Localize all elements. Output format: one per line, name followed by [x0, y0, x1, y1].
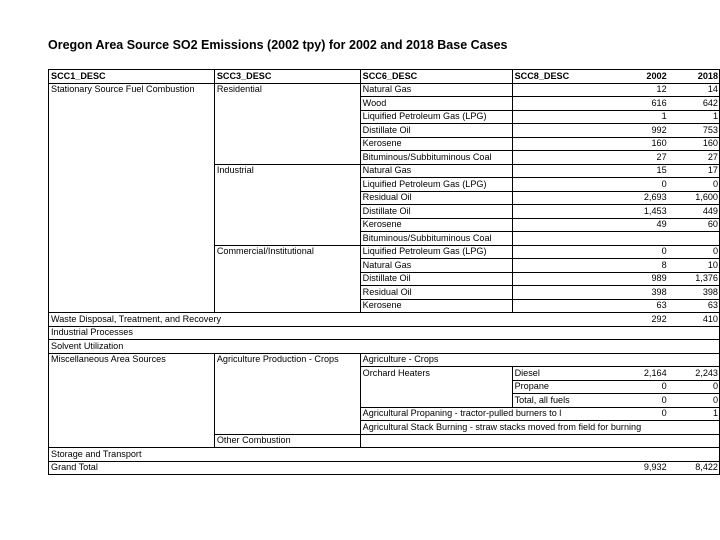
table-row: [49, 313, 720, 327]
scc6-cell: Residual Oil: [360, 191, 512, 205]
scc3-cell: Agriculture Production - Crops: [214, 353, 360, 367]
scc1-cell: Storage and Transport: [49, 448, 720, 462]
scc6-cell: Distillate Oil: [360, 124, 512, 138]
table-row: [49, 97, 720, 111]
value-2002: 1: [602, 110, 668, 124]
scc3-cell: Residential: [214, 83, 360, 97]
scc6-cell: Residual Oil: [360, 286, 512, 300]
value-2018: 1: [668, 407, 720, 421]
value-2002: 63: [602, 299, 668, 313]
value-2002: 616: [602, 97, 668, 111]
table-row: [49, 340, 720, 354]
scc3-cell: Industrial: [214, 164, 360, 178]
table-row: [49, 137, 720, 151]
emissions-table: [48, 69, 720, 475]
value-2002: 12: [602, 83, 668, 97]
scc6-cell: Kerosene: [360, 218, 512, 232]
table-row: [49, 299, 720, 313]
scc1-cell: Miscellaneous Area Sources: [49, 353, 215, 367]
scc6-cell: Liquified Petroleum Gas (LPG): [360, 245, 512, 259]
table-row: [49, 394, 720, 408]
table-row: [49, 124, 720, 138]
value-2018: 2,243: [668, 367, 720, 381]
value-2018: 1,600: [668, 191, 720, 205]
header-scc3: SCC3_DESC: [214, 70, 360, 84]
header-row: [49, 70, 720, 84]
header-scc8: SCC8_DESC: [512, 70, 602, 84]
value-2002: 0: [602, 178, 668, 192]
scc6-cell: Liquified Petroleum Gas (LPG): [360, 110, 512, 124]
value-2018: 1,376: [668, 272, 720, 286]
value-2018: 0: [668, 380, 720, 394]
value-2002: 8: [602, 259, 668, 273]
scc6-cell: Agricultural Propaning - tractor-pulled burners to l: [360, 407, 602, 421]
value-2002: 0: [602, 245, 668, 259]
scc6-cell: Liquified Petroleum Gas (LPG): [360, 178, 512, 192]
table-row: [49, 83, 720, 97]
scc6-cell: Agriculture - Crops: [360, 353, 667, 367]
value-2018: 398: [668, 286, 720, 300]
table-row: [49, 205, 720, 219]
header-scc6: SCC6_DESC: [360, 70, 512, 84]
grand-total-2002: 9,932: [602, 461, 668, 475]
header-scc1: SCC1_DESC: [49, 70, 215, 84]
scc3-cell: Other Combustion: [214, 434, 360, 448]
scc8-cell: [512, 83, 602, 97]
scc8-cell: Diesel: [512, 367, 602, 381]
value-2018: 410: [668, 313, 720, 327]
table-row: [49, 110, 720, 124]
table-row: [49, 434, 720, 448]
header-2018: 2018: [668, 70, 720, 84]
value-2018: 14: [668, 83, 720, 97]
value-2002: 15: [602, 164, 668, 178]
scc6-cell: Kerosene: [360, 137, 512, 151]
scc6-cell: Distillate Oil: [360, 272, 512, 286]
value-2002: 0: [602, 394, 668, 408]
value-2018: 753: [668, 124, 720, 138]
scc6-cell: Natural Gas: [360, 83, 512, 97]
value-2002: 292: [602, 313, 668, 327]
value-2018: 10: [668, 259, 720, 273]
grand-total-row: [49, 461, 720, 475]
page-title: Oregon Area Source SO2 Emissions (2002 tpy) for 2002 and 2018 Base Cases: [48, 38, 508, 52]
scc8-cell: Propane: [512, 380, 602, 394]
value-2002: 398: [602, 286, 668, 300]
table-row: [49, 353, 720, 367]
table-row: [49, 380, 720, 394]
value-2018: 0: [668, 178, 720, 192]
table-row: [49, 191, 720, 205]
value-2018: 0: [668, 245, 720, 259]
scc6-cell: Bituminous/Subbituminous Coal: [360, 232, 512, 246]
grand-total-2018: 8,422: [668, 461, 720, 475]
grand-total-label: Grand Total: [49, 461, 602, 475]
table-row: [49, 164, 720, 178]
value-2002: 0: [602, 407, 668, 421]
table-row: [49, 326, 720, 340]
scc6-cell: Bituminous/Subbituminous Coal: [360, 151, 512, 165]
value-2002: 2,693: [602, 191, 668, 205]
table-row: [49, 421, 720, 435]
scc6-cell: Natural Gas: [360, 259, 512, 273]
scc6-cell: Distillate Oil: [360, 205, 512, 219]
scc3-cell: Commercial/Institutional: [214, 245, 360, 259]
value-2002: 49: [602, 218, 668, 232]
value-2018: 17: [668, 164, 720, 178]
header-2002: 2002: [602, 70, 668, 84]
scc1-cell: Industrial Processes: [49, 326, 720, 340]
scc6-cell: Wood: [360, 97, 512, 111]
value-2002: 0: [602, 380, 668, 394]
value-2018: 1: [668, 110, 720, 124]
value-2002: 1,453: [602, 205, 668, 219]
scc1-cell: Waste Disposal, Treatment, and Recovery: [49, 313, 602, 327]
table-row: [49, 272, 720, 286]
table-row: [49, 407, 720, 421]
value-2018: 60: [668, 218, 720, 232]
table-row: [49, 151, 720, 165]
table-row: [49, 286, 720, 300]
scc6-cell: Kerosene: [360, 299, 512, 313]
table-row: [49, 367, 720, 381]
scc6-cell: Natural Gas: [360, 164, 512, 178]
table-row: [49, 232, 720, 246]
scc6-cell: Orchard Heaters: [360, 367, 512, 381]
value-2002: 27: [602, 151, 668, 165]
value-2002: 992: [602, 124, 668, 138]
value-2002: 2,164: [602, 367, 668, 381]
scc6-cell: Agricultural Stack Burning - straw stacks moved from field for burning: [360, 421, 719, 435]
scc1-cell: Solvent Utilization: [49, 340, 720, 354]
value-2018: 642: [668, 97, 720, 111]
value-2018: 27: [668, 151, 720, 165]
scc1-cell: Stationary Source Fuel Combustion: [49, 83, 215, 97]
table-row: [49, 259, 720, 273]
table-row: [49, 245, 720, 259]
value-2018: 160: [668, 137, 720, 151]
scc8-cell: Total, all fuels: [512, 394, 602, 408]
value-2018: 449: [668, 205, 720, 219]
table-row: [49, 178, 720, 192]
value-2018: 63: [668, 299, 720, 313]
table-row: [49, 218, 720, 232]
value-2002: 160: [602, 137, 668, 151]
value-2002: 989: [602, 272, 668, 286]
table-row: [49, 448, 720, 462]
value-2018: 0: [668, 394, 720, 408]
